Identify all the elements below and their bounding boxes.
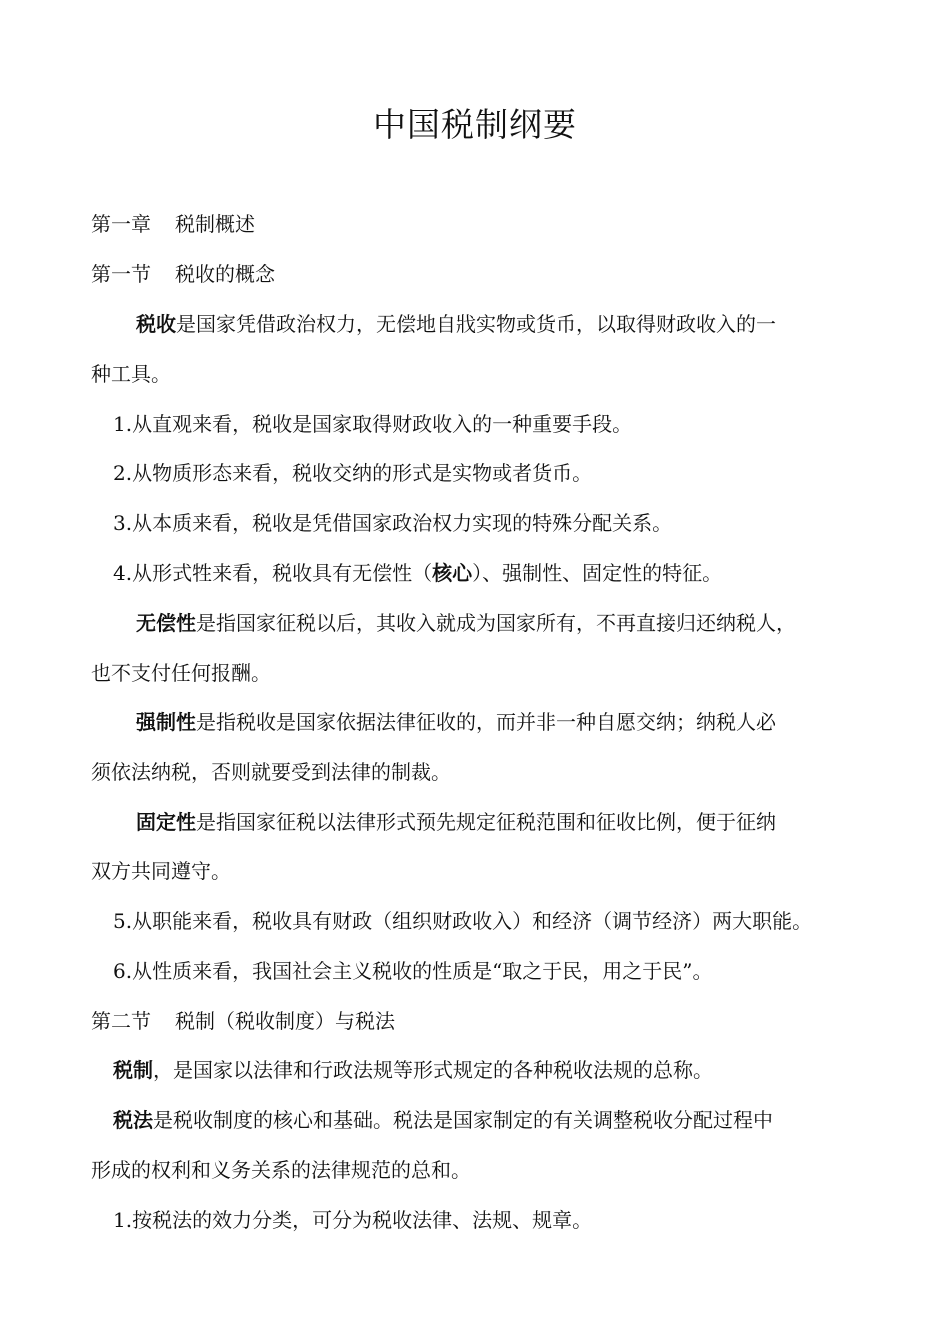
paragraph-tax-definition bbox=[136, 309, 776, 339]
list-item-4 bbox=[113, 558, 722, 588]
term-qiangzhixing: 强制性 bbox=[136, 710, 196, 734]
list-item-6: 6.从性质来看，我国社会主义税收的性质是“取之于民，用之于民”。 bbox=[113, 959, 713, 983]
paragraph-wuchangxing-cont bbox=[91, 658, 271, 688]
paragraph-gudingxing bbox=[136, 807, 776, 837]
paragraph-text: 是税收制度的核心和基础。税法是国家制定的有关调整税收分配过程中 bbox=[153, 1108, 773, 1132]
list-item-2: 2.从物质形态来看，税收交纳的形式是实物或者货币。 bbox=[113, 461, 593, 485]
list-item-text: ）、强制性、固定性的特征。 bbox=[472, 561, 723, 585]
term-shuifa: 税法 bbox=[113, 1108, 153, 1132]
chapter-number: 第一章 bbox=[91, 212, 151, 236]
paragraph-shuizhi bbox=[113, 1055, 713, 1085]
chapter-heading bbox=[91, 209, 255, 239]
paragraph-text: ，是国家以法律和行政法规等形式规定的各种税收法规的总称。 bbox=[153, 1058, 713, 1082]
paragraph-text: 是国家凭借政治权力，无偿地自戕实物或货币，以取得财政收入的一 bbox=[176, 312, 776, 336]
term-shuizhi: 税制 bbox=[113, 1058, 153, 1082]
document-title: 中国税制纲要 bbox=[373, 105, 577, 144]
paragraph-text: 是指国家征税以后，其收入就成为国家所有，不再直接归还纳税人， bbox=[196, 611, 796, 635]
term-shuishou: 税收 bbox=[136, 312, 176, 336]
paragraph-qiangzhixing bbox=[136, 707, 776, 737]
paragraph-text: 也不支付任何报酬。 bbox=[91, 661, 271, 685]
paragraph-text: 双方共同遵守。 bbox=[91, 859, 231, 883]
section-number: 第二节 bbox=[91, 1009, 151, 1033]
paragraph-tax-definition-cont bbox=[91, 359, 171, 389]
paragraph-shuifa-cont bbox=[91, 1155, 471, 1185]
list-item-text: 4.从形式牲来看，税收具有无偿性（ bbox=[113, 561, 433, 585]
paragraph-text: 种工具。 bbox=[91, 362, 171, 386]
paragraph-text: 是指国家征税以法律形式预先规定征税范围和征收比例，便于征纳 bbox=[196, 810, 776, 834]
section-number: 第一节 bbox=[91, 262, 151, 286]
paragraph-gudingxing-cont bbox=[91, 856, 231, 886]
paragraph-text: 是指税收是国家依据法律征收的，而并非一种自愿交纳；纳税人必 bbox=[196, 710, 776, 734]
list-item-1: 1.从直观来看，税收是国家取得财政收入的一种重要手段。 bbox=[113, 412, 633, 436]
section-name: 税收的概念 bbox=[175, 262, 275, 286]
chapter-name: 税制概述 bbox=[175, 212, 255, 236]
paragraph-text: 须依法纳税，否则就要受到法律的制裁。 bbox=[91, 760, 451, 784]
section-heading-1 bbox=[91, 259, 275, 289]
term-gudingxing: 固定性 bbox=[136, 810, 196, 834]
section-name: 税制（税收制度）与税法 bbox=[175, 1009, 395, 1033]
section-heading-2 bbox=[91, 1006, 395, 1036]
paragraph-shuifa bbox=[113, 1105, 773, 1135]
list-item-s2-1: 1.按税法的效力分类，可分为税收法律、法规、规章。 bbox=[113, 1208, 593, 1232]
list-item-3: 3.从本质来看，税收是凭借国家政治权力实现的特殊分配关系。 bbox=[113, 511, 673, 535]
paragraph-qiangzhixing-cont bbox=[91, 757, 451, 787]
list-item-5: 5.从职能来看，税收具有财政（组织财政收入）和经济（调节经济）两大职能。 bbox=[113, 909, 813, 933]
term-hexin: 核心 bbox=[432, 561, 473, 585]
paragraph-text: 形成的权利和义务关系的法律规范的总和。 bbox=[91, 1158, 471, 1182]
paragraph-wuchangxing bbox=[136, 608, 796, 638]
term-wuchangxing: 无偿性 bbox=[136, 611, 196, 635]
